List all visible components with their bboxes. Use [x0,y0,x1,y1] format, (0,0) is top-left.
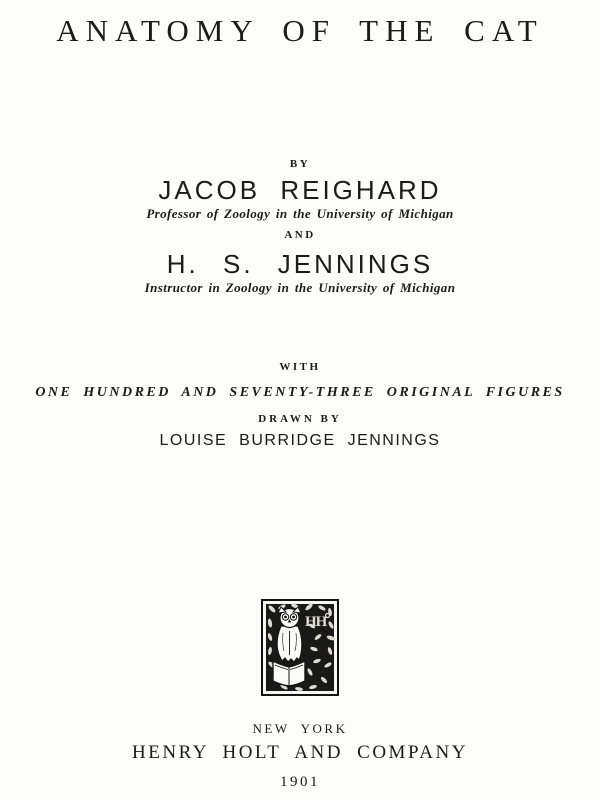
owl-on-book-printers-mark-icon [261,599,339,696]
illustrator-name: LOUISE BURRIDGE JENNINGS [159,432,441,449]
book-title: ANATOMY OF THE CAT [56,13,544,48]
publication-year: 1901 [280,774,320,790]
author2-affiliation: Instructor in Zoology in the University of Michigan [144,280,456,295]
author2-name: H. S. JENNINGS [166,249,434,279]
and-label: AND [284,229,316,241]
owl-shape [277,607,302,662]
author1-name: JACOB REIGHARD [158,175,442,205]
publisher-monogram [305,614,330,631]
figures-count-line: ONE HUNDRED AND SEVENTY-THREE ORIGINAL FIGURES [35,385,565,400]
drawn-by-label: DRAWN BY [258,413,342,425]
monogram-text: HH [305,614,327,630]
author1-affiliation: Professor of Zoology in the University of Michigan [146,206,454,221]
publisher-name: HENRY HOLT AND COMPANY [132,742,468,763]
with-label: WITH [279,361,321,373]
by-label: BY [289,158,311,170]
publisher-emblem [0,599,600,701]
publisher-city: NEW YORK [252,721,348,736]
